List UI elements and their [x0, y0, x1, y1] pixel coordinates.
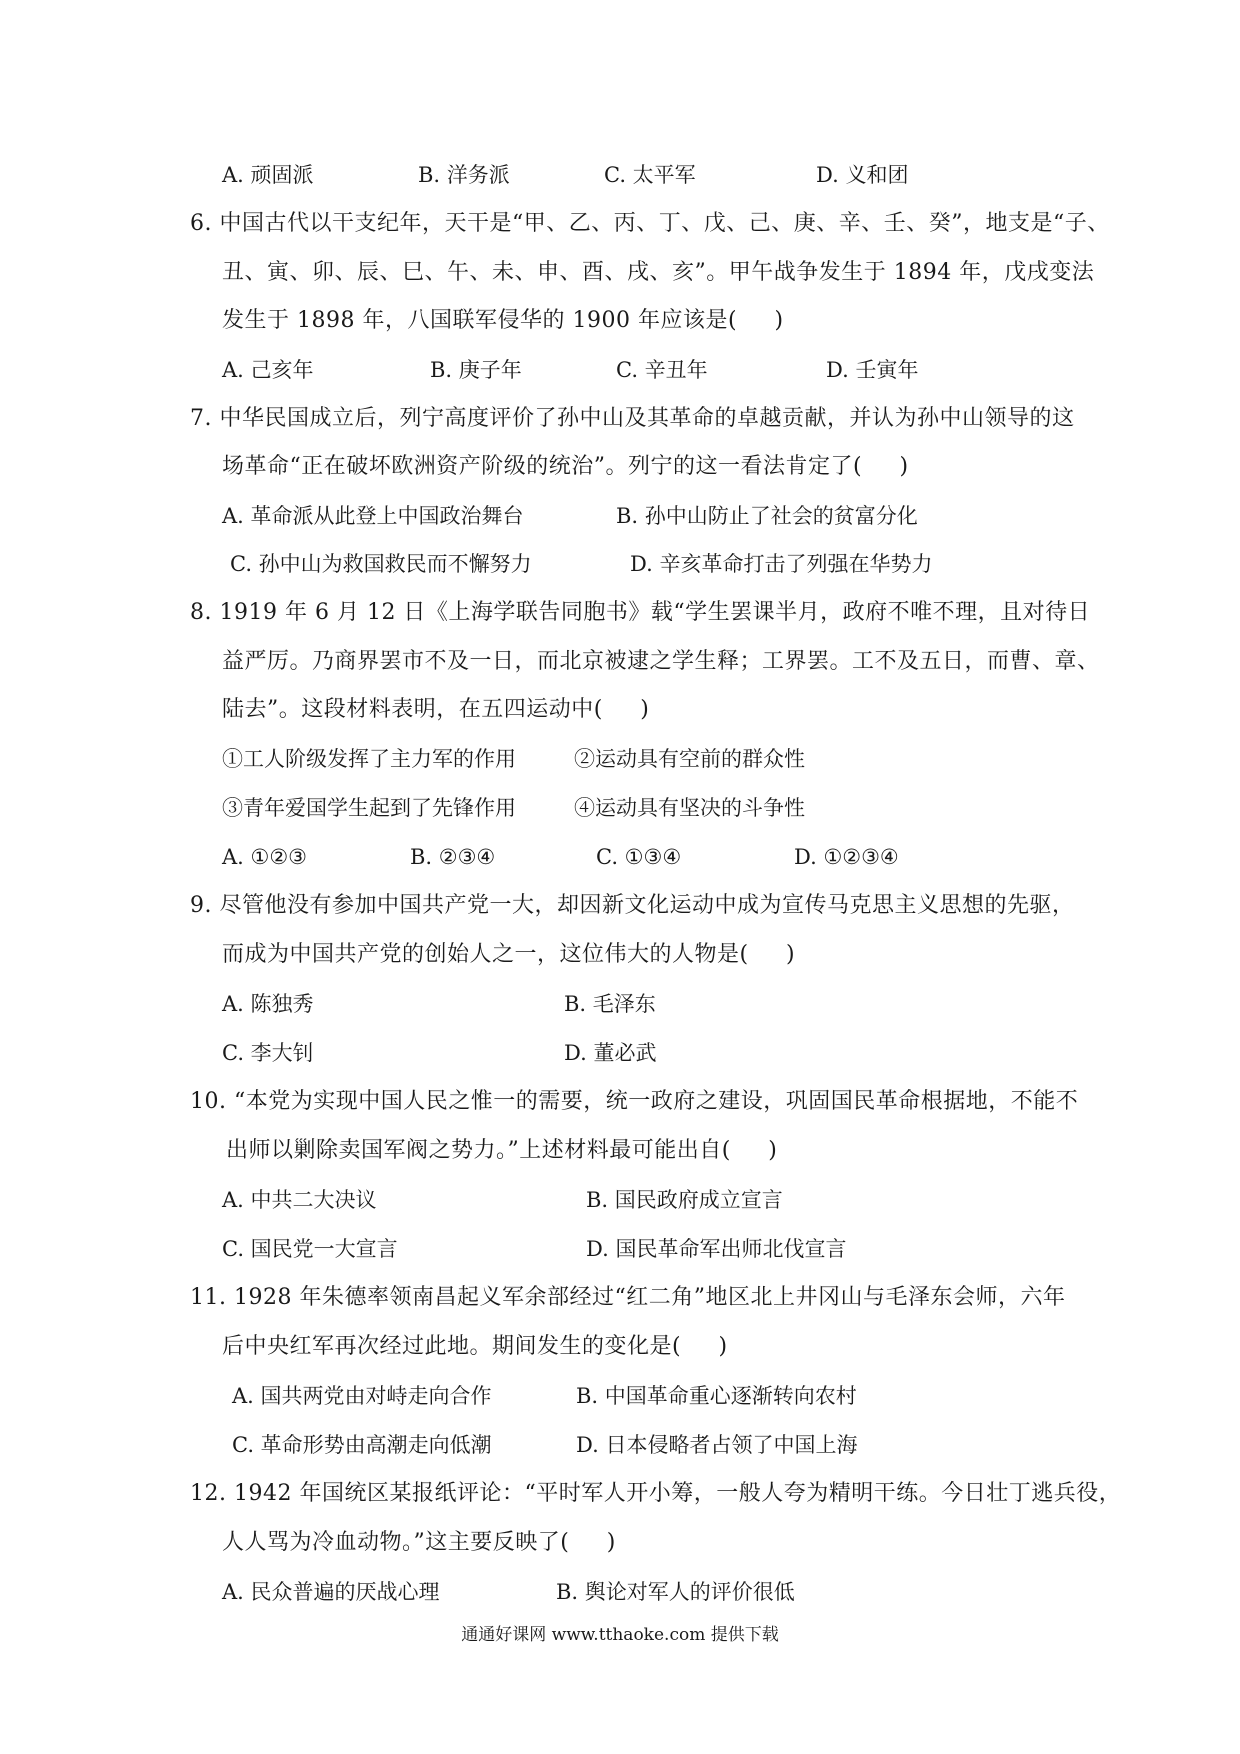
q7-stem-line-2: 场革命“正在破坏欧洲资产阶级的统治”。列宁的这一看法肯定了( ) — [222, 454, 909, 479]
q10-stem-line-1: 10. “本党为实现中国人民之惟一的需要，统一政府之建设，巩固国民革命根据地，不能不 — [190, 1089, 1079, 1114]
q8-option-d: D. ①②③④ — [794, 845, 899, 869]
q9-stem-line-2: 而成为中国共产党的创始人之一，这位伟大的人物是( ) — [222, 942, 796, 967]
q5-option-b: B. 洋务派 — [418, 163, 510, 187]
q5-option-a: A. 顽固派 — [222, 163, 314, 187]
q7-option-d: D. 辛亥革命打击了列强在华势力 — [630, 552, 933, 576]
q8-item-4: ④运动具有坚决的斗争性 — [574, 796, 805, 820]
q9-stem-line-1: 9. 尽管他没有参加中国共产党一大，却因新文化运动中成为宣传马克思主义思想的先驱， — [190, 893, 1075, 918]
q6-option-b: B. 庚子年 — [430, 358, 522, 382]
q8-stem-line-3: 陆去”。这段材料表明，在五四运动中( ) — [222, 697, 650, 722]
q6-option-c: C. 辛丑年 — [616, 358, 708, 382]
q6-option-a: A. 己亥年 — [222, 358, 314, 382]
q10-option-c: C. 国民党一大宣言 — [222, 1237, 398, 1261]
q7-option-a: A. 革命派从此登上中国政治舞台 — [222, 504, 524, 528]
q11-option-a: A. 国共两党由对峙走向合作 — [232, 1384, 492, 1408]
q8-item-2: ②运动具有空前的群众性 — [574, 747, 805, 771]
q11-option-d: D. 日本侵略者占领了中国上海 — [576, 1433, 858, 1457]
q10-stem-line-2: 出师以剿除卖国军阀之势力。”上述材料最可能出自( ) — [226, 1138, 778, 1163]
q8-item-3: ③青年爱国学生起到了先锋作用 — [222, 796, 516, 820]
q9-option-b: B. 毛泽东 — [564, 992, 656, 1016]
q10-option-d: D. 国民革命军出师北伐宣言 — [586, 1237, 847, 1261]
q6-option-d: D. 壬寅年 — [826, 358, 919, 382]
q11-option-b: B. 中国革命重心逐渐转向农村 — [576, 1384, 857, 1408]
q12-stem-line-1: 12. 1942 年国统区某报纸评论：“平时军人开小筹，一般人夸为精明干练。今日壮丁逃兵役， — [190, 1481, 1122, 1506]
q10-option-a: A. 中共二大决议 — [222, 1188, 377, 1212]
q9-option-d: D. 董必武 — [564, 1041, 657, 1065]
page-footer: 通通好课网 www.tthaoke.com 提供下载 — [461, 1625, 779, 1645]
q11-option-c: C. 革命形势由高潮走向低潮 — [232, 1433, 492, 1457]
q9-option-c: C. 李大钊 — [222, 1041, 314, 1065]
q11-stem-line-1: 11. 1928 年朱德率领南昌起义军余部经过“红二角”地区北上井冈山与毛泽东会师，六年 — [190, 1285, 1066, 1310]
q11-stem-line-2: 后中央红军再次经过此地。期间发生的变化是( ) — [222, 1334, 728, 1359]
q8-option-a: A. ①②③ — [222, 845, 307, 869]
q7-stem-line-1: 7. 中华民国成立后，列宁高度评价了孙中山及其革命的卓越贡献，并认为孙中山领导的这 — [190, 406, 1075, 431]
q6-stem-line-2: 丑、寅、卯、辰、巳、午、未、申、酉、戌、亥”。甲午战争发生于 1894 年，戊戌变法 — [222, 260, 1095, 285]
q8-item-1: ①工人阶级发挥了主力军的作用 — [222, 747, 516, 771]
q6-stem-line-3: 发生于 1898 年，八国联军侵华的 1900 年应该是( ) — [222, 308, 784, 333]
q5-option-c: C. 太平军 — [604, 163, 696, 187]
q9-option-a: A. 陈独秀 — [222, 992, 314, 1016]
q12-option-a: A. 民众普遍的厌战心理 — [222, 1580, 440, 1604]
q7-option-c: C. 孙中山为救国救民而不懈努力 — [230, 552, 532, 576]
q10-option-b: B. 国民政府成立宣言 — [586, 1188, 783, 1212]
q5-option-d: D. 义和团 — [816, 163, 909, 187]
q12-option-b: B. 舆论对军人的评价很低 — [556, 1580, 795, 1604]
q8-stem-line-2: 益严厉。乃商界罢市不及一日，而北京被逮之学生释；工界罢。工不及五日，而曹、章、 — [222, 649, 1100, 674]
q8-stem-line-1: 8. 1919 年 6 月 12 日《上海学联告同胞书》载“学生罢课半月，政府不唯不理，且对待日 — [190, 600, 1091, 625]
q8-option-c: C. ①③④ — [596, 845, 682, 869]
q8-option-b: B. ②③④ — [410, 845, 496, 869]
q12-stem-line-2: 人人骂为冷血动物。”这主要反映了( ) — [222, 1530, 616, 1555]
q6-stem-line-1: 6. 中国古代以干支纪年，天干是“甲、乙、丙、丁、戊、己、庚、辛、壬、癸”，地支是“子、 — [190, 211, 1110, 236]
q7-option-b: B. 孙中山防止了社会的贫富分化 — [616, 504, 918, 528]
